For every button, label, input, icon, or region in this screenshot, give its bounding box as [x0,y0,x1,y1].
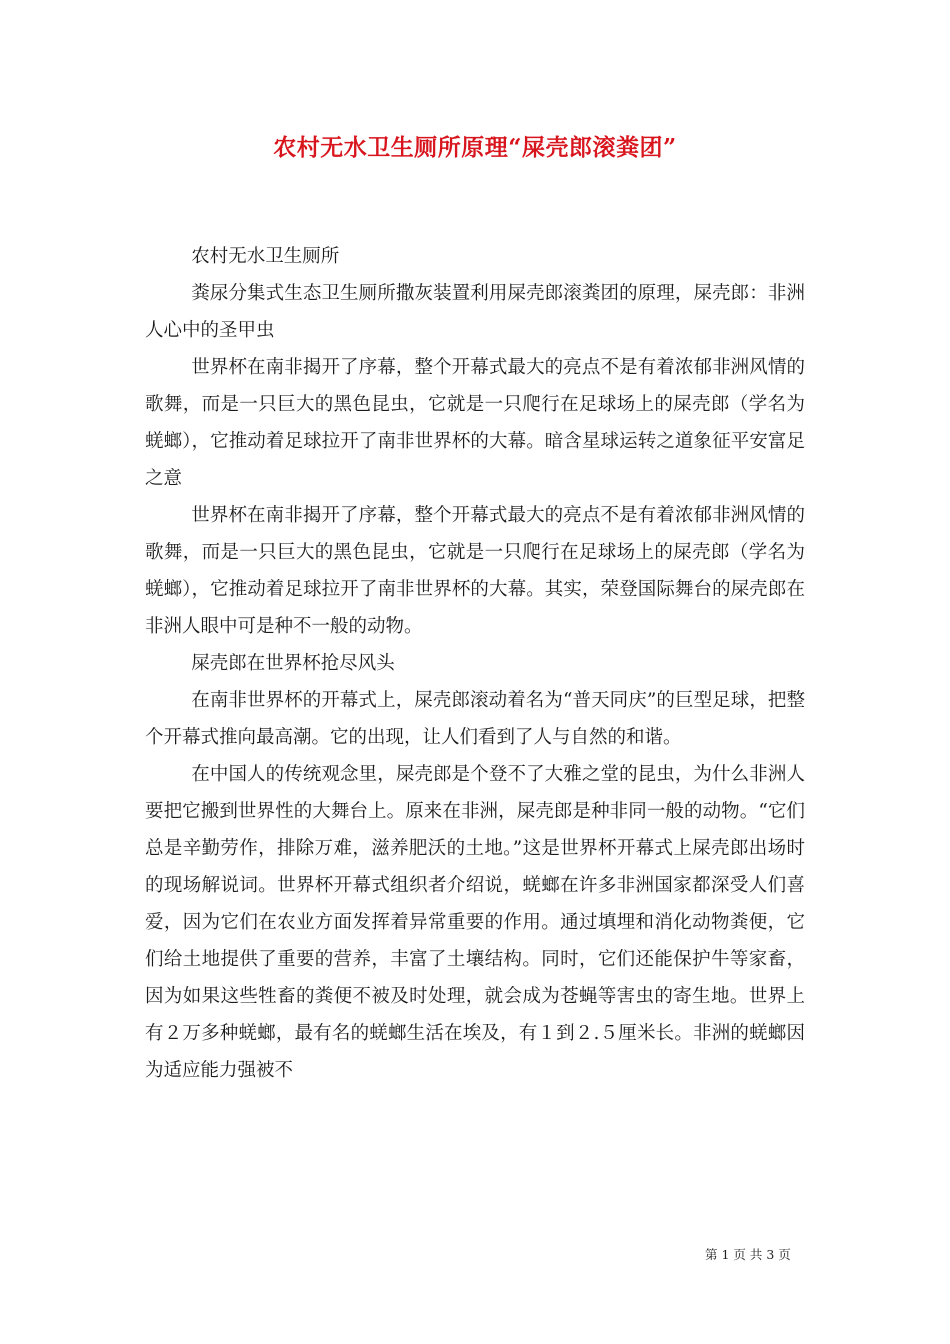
paragraph-6: 在南非世界杯的开幕式上，屎壳郎滚动着名为“普天同庆”的巨型足球，把整个开幕式推向最高潮。它的出现，让人们看到了人与自然的和谐。 [145,690,805,748]
paragraph-3: 世界杯在南非揭开了序幕，整个开幕式最大的亮点不是有着浓郁非洲风情的歌舞，而是一只巨大的黑色昆虫，它就是一只爬行在足球场上的屎壳郎（学名为蜣螂），它推动着足球拉开了南非世界杯的大幕。暗含星球运转之道象征平安富足之意 [145,357,805,489]
document-title: 农村无水卫生厕所原理“屎壳郎滚粪团” [273,134,677,161]
paragraph-7: 在中国人的传统观念里，屎壳郎是个登不了大雅之堂的昆虫，为什么非洲人要把它搬到世界性的大舞台上。原来在非洲，屎壳郎是种非同一般的动物。“它们总是辛勤劳作，排除万难，滋养肥沃的土地。”这是世界杯开幕式上屎壳郎出场时的现场解说词。世界杯开幕式组织者介绍说，蜣螂在许多非洲国家都深受人们喜爱，因为它们在农业方面发挥着异常重要的作用。通过填埋和消化动物粪便，它们给土地提供了重要的营养，丰富了土壤结构。同时，它们还能保护牛等家畜，因为如果这些牲畜的粪便不被及时处理，就会成为苍蝇等害虫的寄生地。世界上有２万多种蜣螂，最有名的蜣螂生活在埃及，有１到２.５厘米长。非洲的蜣螂因为适应能力强被不 [145,764,805,1081]
document-body [145,238,805,1089]
paragraph-4: 世界杯在南非揭开了序幕，整个开幕式最大的亮点不是有着浓郁非洲风情的歌舞，而是一只巨大的黑色昆虫，它就是一只爬行在足球场上的屎壳郎（学名为蜣螂），它推动着足球拉开了南非世界杯的大幕。其实，荣登国际舞台的屎壳郎在非洲人眼中可是种不一般的动物。 [145,505,805,637]
paragraph-5: 屎壳郎在世界杯抢尽风头 [191,653,395,674]
page-number-footer: 第 1 页 共 3 页 [705,1247,791,1262]
paragraph-1: 农村无水卫生厕所 [191,246,340,267]
paragraph-2: 粪尿分集式生态卫生厕所撒灰装置利用屎壳郎滚粪团的原理，屎壳郎：非洲人心中的圣甲虫 [145,283,805,341]
